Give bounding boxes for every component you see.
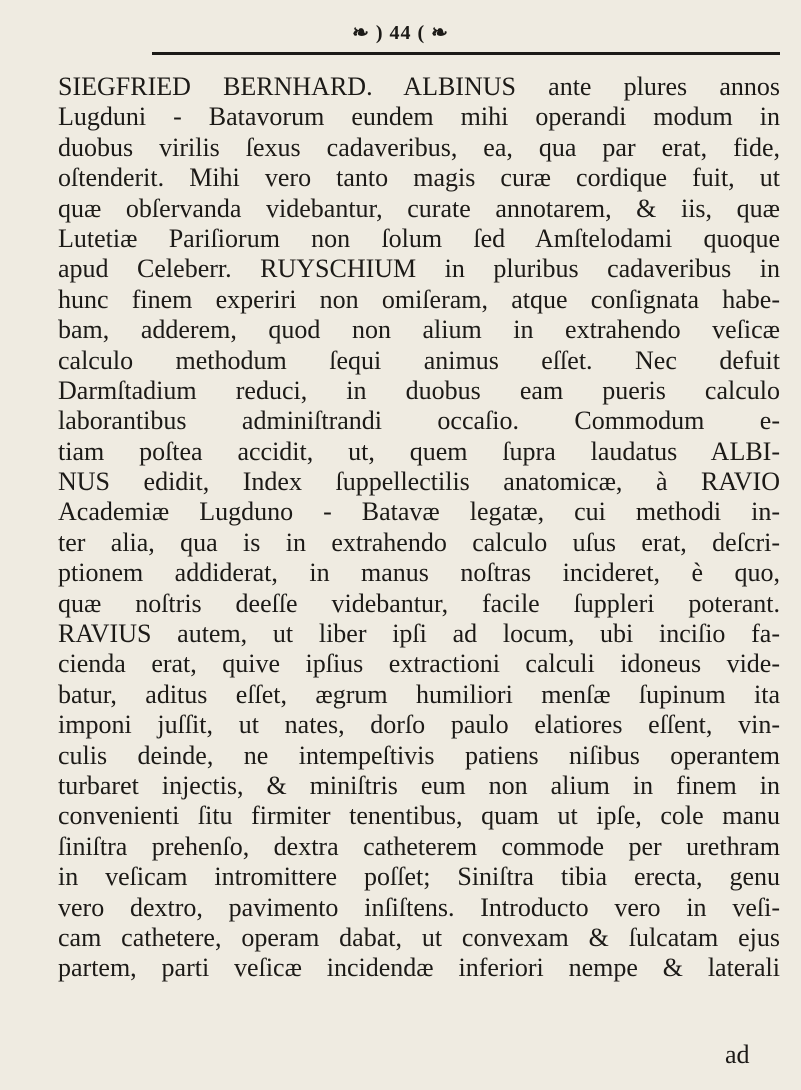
text-line: partem, parti veſicæ incidendæ inferiori nempe & laterali bbox=[58, 953, 780, 983]
text-line: imponi juſſit, ut nates, dorſo paulo elatiores eſſent, vin- bbox=[58, 710, 780, 740]
text-line: oſtenderit. Mihi vero tanto magis curæ cordique fuit, ut bbox=[58, 163, 780, 193]
text-line: NUS edidit, Index ſuppellectilis anatomicæ, à RAVIO bbox=[58, 467, 780, 497]
text-line: RAVIUS autem, ut liber ipſi ad locum, ubi inciſio fa- bbox=[58, 619, 780, 649]
text-line: apud Celeberr. RUYSCHIUM in pluribus cadaveribus in bbox=[58, 254, 780, 284]
text-line: ptionem addiderat, in manus noſtras incideret, è quo, bbox=[58, 558, 780, 588]
text-line: SIEGFRIED BERNHARD. ALBINUS ante plures annos bbox=[58, 72, 780, 101]
text-line: Academiæ Lugduno - Batavæ legatæ, cui methodi in- bbox=[58, 497, 780, 527]
text-line: batur, aditus eſſet, ægrum humiliori menſæ ſupinum ita bbox=[58, 679, 780, 709]
header-rule bbox=[152, 52, 780, 55]
text-line: vero dextro, pavimento inſiſtens. Introducto vero in veſi- bbox=[58, 892, 780, 922]
text-line: bam, adderem, quod non alium in extrahendo veſicæ bbox=[58, 315, 780, 345]
page-header bbox=[0, 18, 801, 58]
text-line: culis deinde, ne intempeſtivis patiens niſibus operantem bbox=[58, 740, 780, 770]
text-line: hunc finem experiri non omiſeram, atque conſignata habe- bbox=[58, 284, 780, 314]
text-line: ter alia, qua is in extrahendo calculo uſus erat, deſcri- bbox=[58, 527, 780, 557]
text-line: Lugduni - Batavorum eundem mihi operandi modum in bbox=[58, 102, 780, 132]
body-text bbox=[58, 72, 780, 984]
text-line: tiam poſtea accidit, ut, quem ſupra laudatus ALBI- bbox=[58, 436, 780, 466]
text-line: laborantibus adminiſtrandi occaſio. Commodum e- bbox=[58, 406, 780, 436]
catchword: ad bbox=[725, 1040, 750, 1069]
text-line: convenienti ſitu firmiter tenentibus, quam ut ipſe, cole manu bbox=[58, 801, 780, 831]
text-line: Darmſtadium reduci, in duobus eam pueris calculo bbox=[58, 375, 780, 405]
text-line: duobus virilis ſexus cadaveribus, ea, qua par erat, fide, bbox=[58, 132, 780, 162]
text-line: cienda erat, quive ipſius extractioni calculi idoneus vide- bbox=[58, 649, 780, 679]
text-line: turbaret injectis, & miniſtris eum non alium in finem in bbox=[58, 770, 780, 800]
text-line: Lutetiæ Pariſiorum non ſolum ſed Amſtelodami quoque bbox=[58, 223, 780, 253]
text-line: quæ noſtris deeſſe videbantur, facile ſuppleri poterant. bbox=[58, 588, 780, 618]
text-line: in veſicam intromittere poſſet; Siniſtra tibia erecta, genu bbox=[58, 862, 780, 892]
text-line: calculo methodum ſequi animus eſſet. Nec defuit bbox=[58, 345, 780, 375]
page-number-header: ❧ ) 44 ( ❧ bbox=[352, 22, 449, 44]
text-line: quæ obſervanda videbantur, curate annotarem, & iis, quæ bbox=[58, 193, 780, 223]
text-line: cam cathetere, operam dabat, ut convexam & ſulcatam ejus bbox=[58, 922, 780, 952]
text-line: ſiniſtra prehenſo, dextra catheterem commode per urethram bbox=[58, 831, 780, 861]
